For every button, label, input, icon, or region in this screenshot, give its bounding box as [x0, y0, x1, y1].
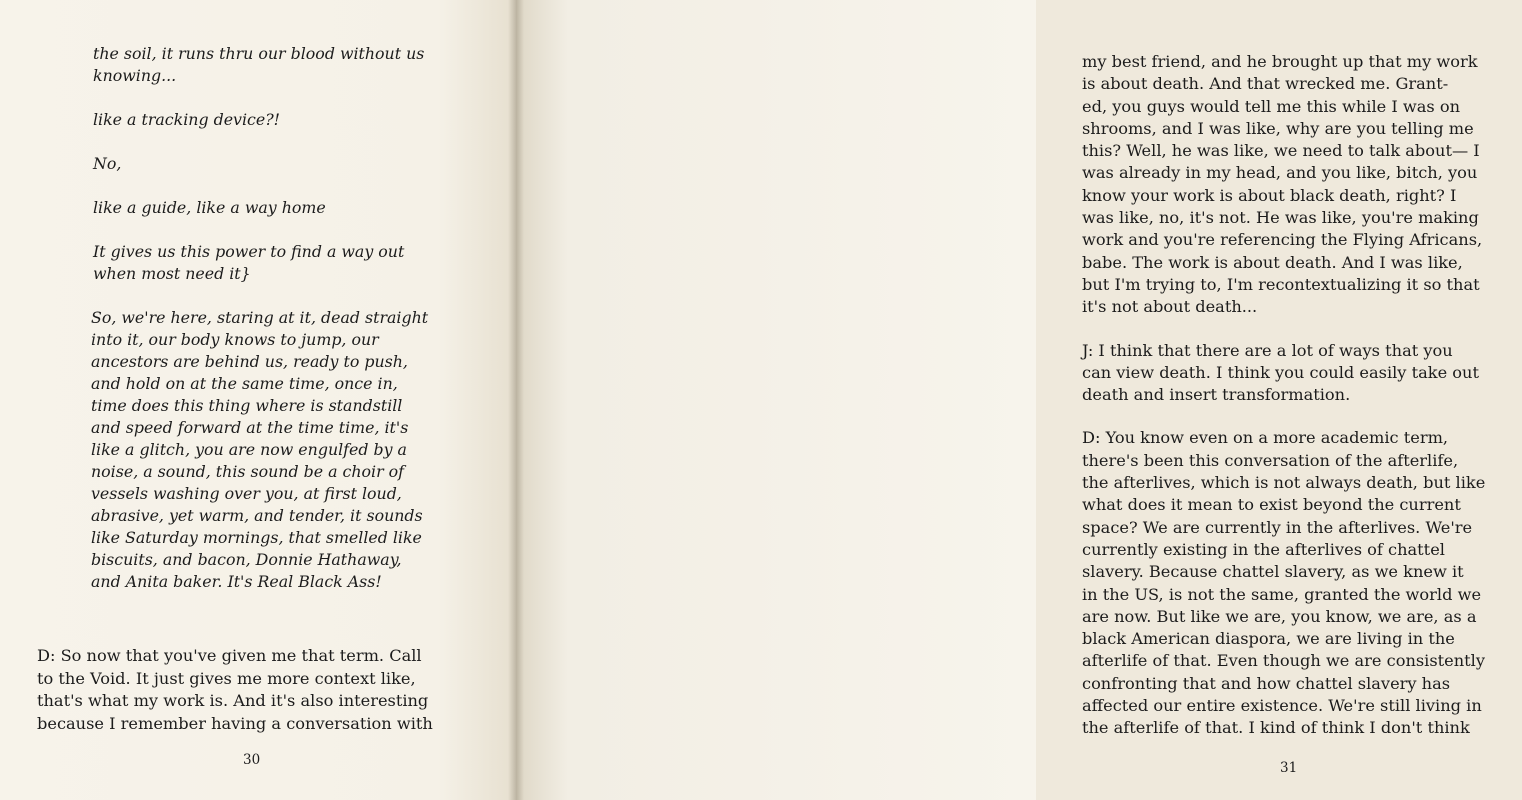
text-line: can view death. I think you could easily take out	[1082, 362, 1479, 382]
poem-line: So, we're here, staring at it, dead straight	[91, 308, 429, 327]
text-line: black American diaspora, we are living in the	[1082, 629, 1455, 649]
poem-line: No,	[93, 154, 122, 173]
right-page	[516, 0, 1486, 800]
text-line: it's not about death...	[1082, 297, 1258, 317]
poem-line: time does this thing where is standstill	[91, 396, 403, 415]
poem-block	[93, 43, 463, 615]
text-line: what does it mean to exist beyond the current	[1082, 495, 1461, 515]
text-line: afterlife of that. Even though we are consistently	[1082, 651, 1486, 671]
poem-line: noise, a sound, this sound be a choir of	[91, 462, 405, 481]
poem-line: and speed forward at the time time, it's	[91, 418, 409, 437]
poem-stanza	[93, 43, 463, 87]
poem-line: like Saturday mornings, that smelled like	[91, 528, 422, 547]
poem-line: like a tracking device?!	[93, 110, 281, 129]
text-line: confronting that and how chattel slavery has	[1082, 673, 1451, 693]
text-line: the afterlives, which is not always death, but like	[1082, 473, 1486, 493]
poem-line: ancestors are behind us, ready to push,	[91, 352, 408, 371]
text-line: there's been this conversation of the afterlife,	[1082, 450, 1459, 470]
text-line: to the Void. It just gives me more context like,	[37, 668, 416, 688]
text-line: that's what my work is. And it's also interesting	[37, 691, 429, 710]
poem-line: biscuits, and bacon, Donnie Hathaway,	[91, 550, 402, 569]
text-line: D: You know even on a more academic term,	[1082, 428, 1449, 448]
text-line: in the US, is not the same, granted the world we	[1082, 584, 1482, 604]
paragraph	[1082, 427, 1522, 739]
poem-line: when most need it}	[93, 264, 251, 283]
text-line: space? We are currently in the afterlives. We're	[1082, 517, 1473, 537]
text-line: know your work is about black death, right? I	[1082, 185, 1457, 205]
paragraph	[1082, 340, 1522, 407]
text-line: currently existing in the afterlives of chattel	[1082, 539, 1445, 559]
poem-stanza	[93, 109, 463, 131]
page-number-right: 31	[1280, 760, 1298, 776]
text-line: J: I think that there are a lot of ways that you	[1082, 340, 1453, 360]
paragraph	[1082, 51, 1522, 319]
text-line: was already in my head, and you like, bitch, you	[1082, 163, 1478, 183]
poem-line: vessels washing over you, at first loud,	[91, 484, 402, 503]
text-line: babe. The work is about death. And I was like,	[1082, 252, 1463, 272]
poem-line: the soil, it runs thru our blood without us	[93, 44, 425, 63]
poem-line: It gives us this power to find a way out	[93, 242, 405, 261]
text-line: was like, no, it's not. He was like, you're making	[1082, 208, 1479, 228]
text-line: death and insert transformation.	[1082, 385, 1351, 405]
poem-line: knowing...	[93, 66, 177, 85]
poem-line: like a glitch, you are now engulfed by a	[91, 440, 407, 459]
text-line: but I'm trying to, I'm recontextualizing it so that	[1082, 274, 1480, 294]
text-line: because I remember having a conversation with	[37, 713, 433, 733]
poem-line: like a guide, like a way home	[93, 198, 326, 217]
book-gutter	[508, 0, 524, 800]
text-line: ed, you guys would tell me this while I was on	[1082, 96, 1461, 116]
poem-stanza	[93, 241, 463, 285]
poem-line: and hold on at the same time, once in,	[91, 374, 398, 393]
text-line: this? Well, he was like, we need to talk about— I	[1082, 141, 1480, 161]
text-line: shrooms, and I was like, why are you telling me	[1082, 118, 1474, 138]
left-prose	[37, 645, 477, 735]
right-prose	[1082, 51, 1522, 761]
text-line: work and you're referencing the Flying Africans,	[1082, 230, 1483, 250]
text-line: affected our entire existence. We're still living in	[1082, 696, 1482, 716]
poem-line: and Anita baker. It's Real Black Ass!	[91, 572, 382, 591]
poem-line: abrasive, yet warm, and tender, it sounds	[91, 506, 423, 525]
text-line: my best friend, and he brought up that my work	[1082, 52, 1478, 71]
text-line: D: So now that you've given me that term. Call	[37, 646, 422, 665]
text-line: slavery. Because chattel slavery, as we knew it	[1082, 562, 1464, 582]
poem-line: into it, our body knows to jump, our	[91, 330, 379, 349]
text-line: are now. But like we are, you know, we are, as a	[1082, 606, 1477, 626]
text-line: is about death. And that wrecked me. Grant-	[1082, 74, 1449, 94]
text-line: the afterlife of that. I kind of think I don't think	[1082, 718, 1470, 738]
poem-stanza	[93, 197, 463, 219]
left-page	[0, 0, 516, 800]
poem-stanza	[91, 307, 463, 593]
page-number-left: 30	[243, 752, 261, 768]
poem-stanza	[93, 153, 463, 175]
